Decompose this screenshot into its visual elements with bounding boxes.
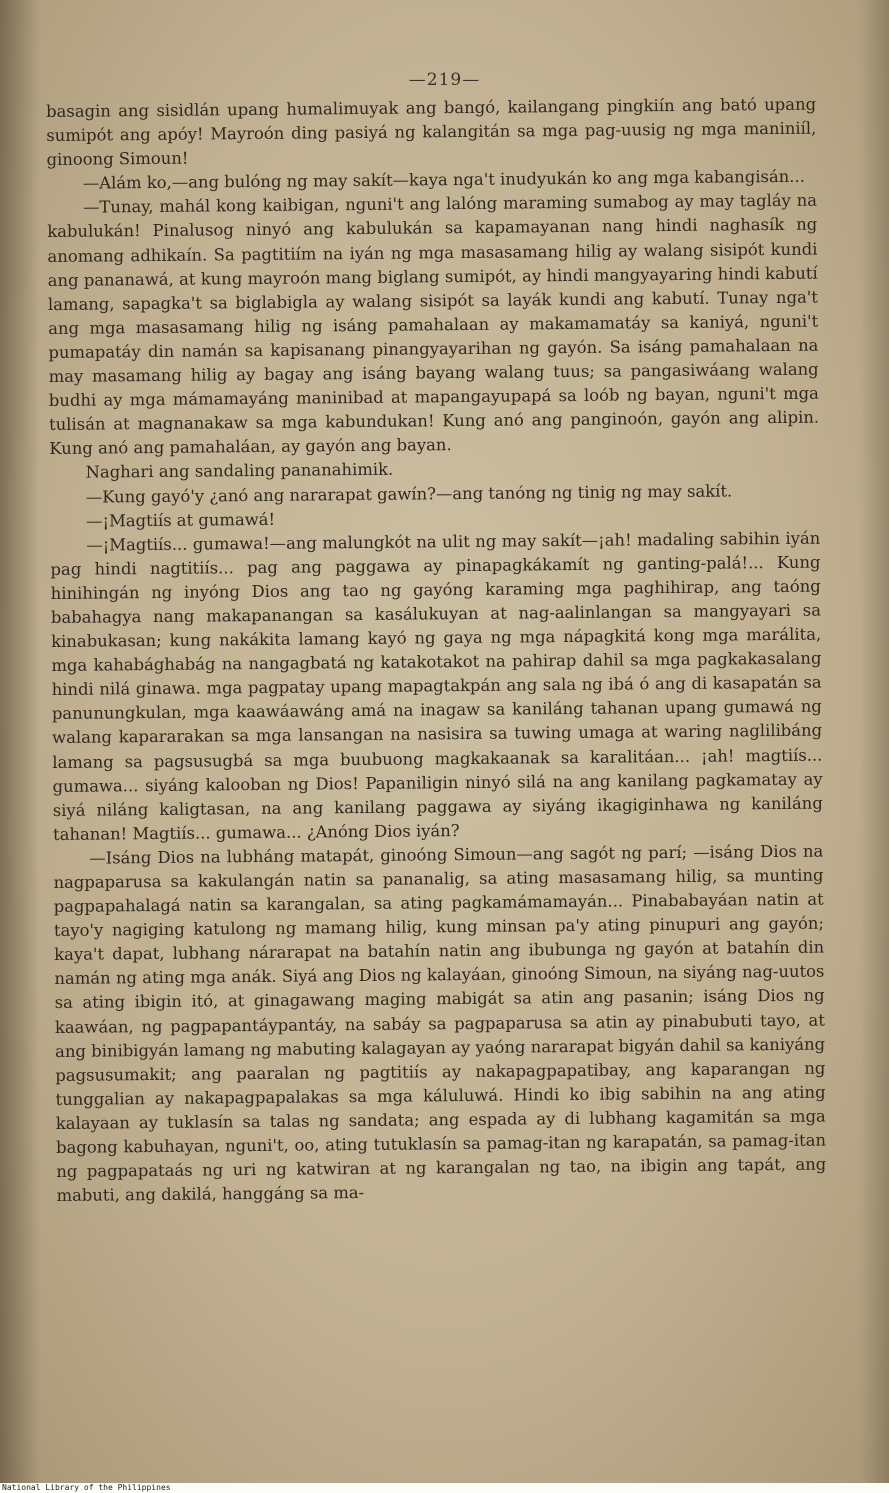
paragraph: —¡Magtiís... gumawa!—ang malungkót na ulit ng may sakít—¡ah! madaling sabihin iyán pag hindi nagtitiís... pag ang paggawa ay pinapagkákamít ng ganting-palá!... Kung hinihingán ng inyóng Dios ang tao ng gayóng karaming mga paghihirap, ang taóng babahagya nang makapanangan sa kasálukuyan at nag-aalinlangan sa mangyayari sa kinabukasan; kung nakákita lamang kayó ng gaya ng mga nápagkitá kong mga marálita, mga kahabághabág na nangagbatá ng katakotakot na pahirap dahil sa mga pagkakasalang hindi nilá ginawa. mga pagpatay upang mapagtakpán ang sala ng ibá ó ang di kasapatán sa panunungkulan, mga kaawáawáng amá na inagaw sa kaniláng tahanan upang gumawá ng walang kapararakan sa mga lansangan na nasisira sa tuwing umaga at waring naglilibáng lamang sa pagsusugbá sa mga buubuong magkakaanak sa karalitáan... ¡ah! magtiís... gumawa... siyáng kalooban ng Dios! Papaniligin ninyó silá na ang kanilang pagkamatay ay siyá niláng kaligtasan, na ang kanilang paggawa ay siyáng ikagiginhawa ng kaniláng tahanan! Magtiís... gumawa... ¿Anóng Dios iyán?: [50, 528, 823, 844]
paragraph-continuation: basagin ang sisidlán upang humalimuyak ang bangó, kailangang pingkiín ang bató upang sumipót ang apóy! Mayroón ding pasiyá ng kalangitán sa mga pag-uusig ng mga maniniíl, ginoong Simoun!: [46, 94, 817, 170]
paragraph: Naghari ang sandaling pananahimik.: [85, 460, 394, 483]
right-page-edge-shadow: [859, 0, 889, 1483]
page-number: —219—: [408, 70, 481, 90]
paragraph: —Alám ko,—ang bulóng ng may sakít—kaya nga't inudyukán ko ang mga kabangisán...: [82, 167, 805, 193]
paragraph: —Isáng Dios na lubháng matapát, ginoóng Simoun—ang sagót ng parí; —isáng Dios na nagpaparusa sa kakulangán natin sa pananalig, sa ating masasamang hilig, sa munting pagpapahalagá natin sa karangalan, sa ating pagkamámamayán... Pinababayáan natin at tayo'y nagiging katulong ng mamang hilig, kung minsan pa'y ating pinupuri ang gayón; kaya't dapat, lubhang nárarapat na batahín natin ang ibubunga ng gayón at batahín din namán ng ating mga anák. Siyá ang Dios ng kalayáan, ginoóng Simoun, na siyáng nag-uutos sa ating ibigin itó, at ginagawang maging mabigát sa atin ang pasanin; isáng Dios ng kaawáan, ng pagpapantáypantáy, na sabáy sa pagpaparusa sa atin ay pinabubuti tayo, at ang binibigyán lamang ng mabuting kalagayan ay yaóng nararapat bigyán dahil sa kaniyáng pagsusumakit; ang paaralan ng pagtitiís ay nakapagpapatibay, ang kaparangan ng tunggalian ay nakapagpapalakas sa mga káluluwá. Hindi ko ibig sabihin na ang ating kalayaan ay tuklasín sa talas ng sandata; ang espada ay di lubhang kagamitán sa mga bagong kabuhayan, nguni't, oo, ating tutuklasín sa pamag-itan ng karapatán, sa pamag-itan ng pagpapataás ng uri ng katwiran at ng karangalan ng tao, na ibigin ang tapát, ang mabuti, ang dakilá, hanggáng sa ma-: [53, 841, 827, 1206]
paragraph: —¡Magtiís at gumawá!: [85, 509, 276, 531]
paragraph: —Kung gayó'y ¿anó ang nararapat gawín?—ang tanóng ng tinig ng may sakít.: [85, 480, 733, 507]
left-page-edge-shadow: [0, 0, 40, 1483]
library-credit-footer: National Library of the Philippines: [0, 1483, 889, 1493]
paragraph: —Tunay, mahál kong kaibigan, nguni't ang lalóng maraming sumabog ay may tagláy na kabulukán! Pinalusog ninyó ang kabulukán sa kapamayanan nang hindi naghasík ng anomang adhikaín. Sa pagtitiím na iyán ng mga masasamang hilig ay walang sisipót kundi ang pananawá, at kung mayroón mang biglang sumipót, ay hindi mangyayaring hindi kabutí lamang, sapagka't sa biglabigla ay walang sisipót sa layák kundi ang kabutí. Tunay nga't ang mga masasamang hilig ng isáng pamahalaan ay makamamatáy sa kaniyá, nguni't pumapatáy din namán sa kapisanang pinangyayarihan ng gayón. Sa isáng pamahalaan na may masamang hilig ay bagay ang isáng bayang walang tuus; sa pangasiwáang walang budhi ay mga mámamayáng maninibad at mapangayupapá sa loób ng bayan, nguni't mga tulisán at magnanakaw sa mga kabundukan! Kung anó ang panginoón, gayón ang alipin. Kung anó ang pamahaláan, ay gayón ang bayan.: [47, 190, 820, 459]
body-text: [46, 93, 827, 1209]
